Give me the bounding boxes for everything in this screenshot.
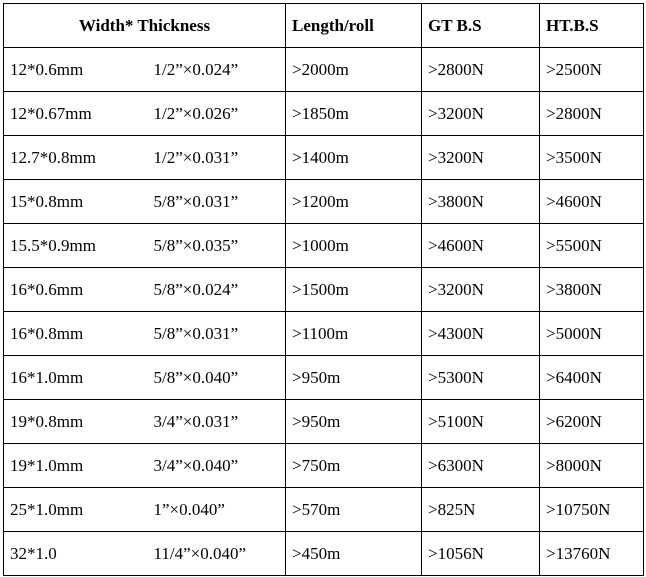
cell-ht-break-strength: >13760N [540,532,644,576]
cell-length-per-roll: >450m [286,532,422,576]
cell-imperial-size: 1/2”×0.031” [148,136,286,180]
cell-imperial-size: 1”×0.040” [148,488,286,532]
spec-table [3,3,644,576]
cell-imperial-size: 5/8”×0.031” [148,312,286,356]
cell-metric-size: 12*0.6mm [4,48,148,92]
table-row [4,268,644,312]
cell-metric-size: 19*0.8mm [4,400,148,444]
cell-gt-break-strength: >3200N [422,92,540,136]
cell-imperial-size: 11/4”×0.040” [148,532,286,576]
cell-metric-size: 19*1.0mm [4,444,148,488]
cell-length-per-roll: >2000m [286,48,422,92]
cell-ht-break-strength: >8000N [540,444,644,488]
cell-metric-size: 16*0.8mm [4,312,148,356]
cell-metric-size: 16*0.6mm [4,268,148,312]
cell-length-per-roll: >1850m [286,92,422,136]
cell-metric-size: 12*0.67mm [4,92,148,136]
cell-metric-size: 12.7*0.8mm [4,136,148,180]
table-row [4,444,644,488]
cell-imperial-size: 5/8”×0.035” [148,224,286,268]
table-row [4,180,644,224]
cell-ht-break-strength: >2500N [540,48,644,92]
cell-ht-break-strength: >6200N [540,400,644,444]
header-ht-bs: HT.B.S [540,4,644,48]
cell-ht-break-strength: >3800N [540,268,644,312]
cell-metric-size: 25*1.0mm [4,488,148,532]
cell-gt-break-strength: >4600N [422,224,540,268]
cell-length-per-roll: >750m [286,444,422,488]
cell-imperial-size: 3/4”×0.031” [148,400,286,444]
cell-metric-size: 15.5*0.9mm [4,224,148,268]
cell-metric-size: 32*1.0 [4,532,148,576]
header-gt-bs: GT B.S [422,4,540,48]
cell-imperial-size: 5/8”×0.031” [148,180,286,224]
cell-ht-break-strength: >5500N [540,224,644,268]
cell-ht-break-strength: >5000N [540,312,644,356]
cell-gt-break-strength: >1056N [422,532,540,576]
table-row [4,92,644,136]
cell-imperial-size: 5/8”×0.040” [148,356,286,400]
table-row [4,400,644,444]
cell-gt-break-strength: >825N [422,488,540,532]
cell-length-per-roll: >1100m [286,312,422,356]
cell-ht-break-strength: >4600N [540,180,644,224]
cell-imperial-size: 5/8”×0.024” [148,268,286,312]
cell-length-per-roll: >950m [286,400,422,444]
table-row [4,356,644,400]
table-row [4,224,644,268]
table-row [4,312,644,356]
cell-gt-break-strength: >2800N [422,48,540,92]
cell-gt-break-strength: >6300N [422,444,540,488]
cell-length-per-roll: >1200m [286,180,422,224]
cell-imperial-size: 1/2”×0.026” [148,92,286,136]
cell-gt-break-strength: >3200N [422,268,540,312]
cell-ht-break-strength: >2800N [540,92,644,136]
table-row [4,136,644,180]
cell-length-per-roll: >950m [286,356,422,400]
cell-length-per-roll: >1400m [286,136,422,180]
header-row [4,4,644,48]
header-width-thickness: Width* Thickness [4,4,286,48]
cell-imperial-size: 3/4”×0.040” [148,444,286,488]
cell-length-per-roll: >570m [286,488,422,532]
cell-ht-break-strength: >3500N [540,136,644,180]
cell-gt-break-strength: >3800N [422,180,540,224]
cell-metric-size: 16*1.0mm [4,356,148,400]
table-row [4,48,644,92]
cell-metric-size: 15*0.8mm [4,180,148,224]
cell-gt-break-strength: >4300N [422,312,540,356]
cell-length-per-roll: >1500m [286,268,422,312]
table-row [4,532,644,576]
table-row [4,488,644,532]
cell-gt-break-strength: >3200N [422,136,540,180]
header-length: Length/roll [286,4,422,48]
cell-gt-break-strength: >5100N [422,400,540,444]
cell-imperial-size: 1/2”×0.024” [148,48,286,92]
cell-gt-break-strength: >5300N [422,356,540,400]
cell-ht-break-strength: >6400N [540,356,644,400]
cell-ht-break-strength: >10750N [540,488,644,532]
table-body [4,48,644,576]
cell-length-per-roll: >1000m [286,224,422,268]
